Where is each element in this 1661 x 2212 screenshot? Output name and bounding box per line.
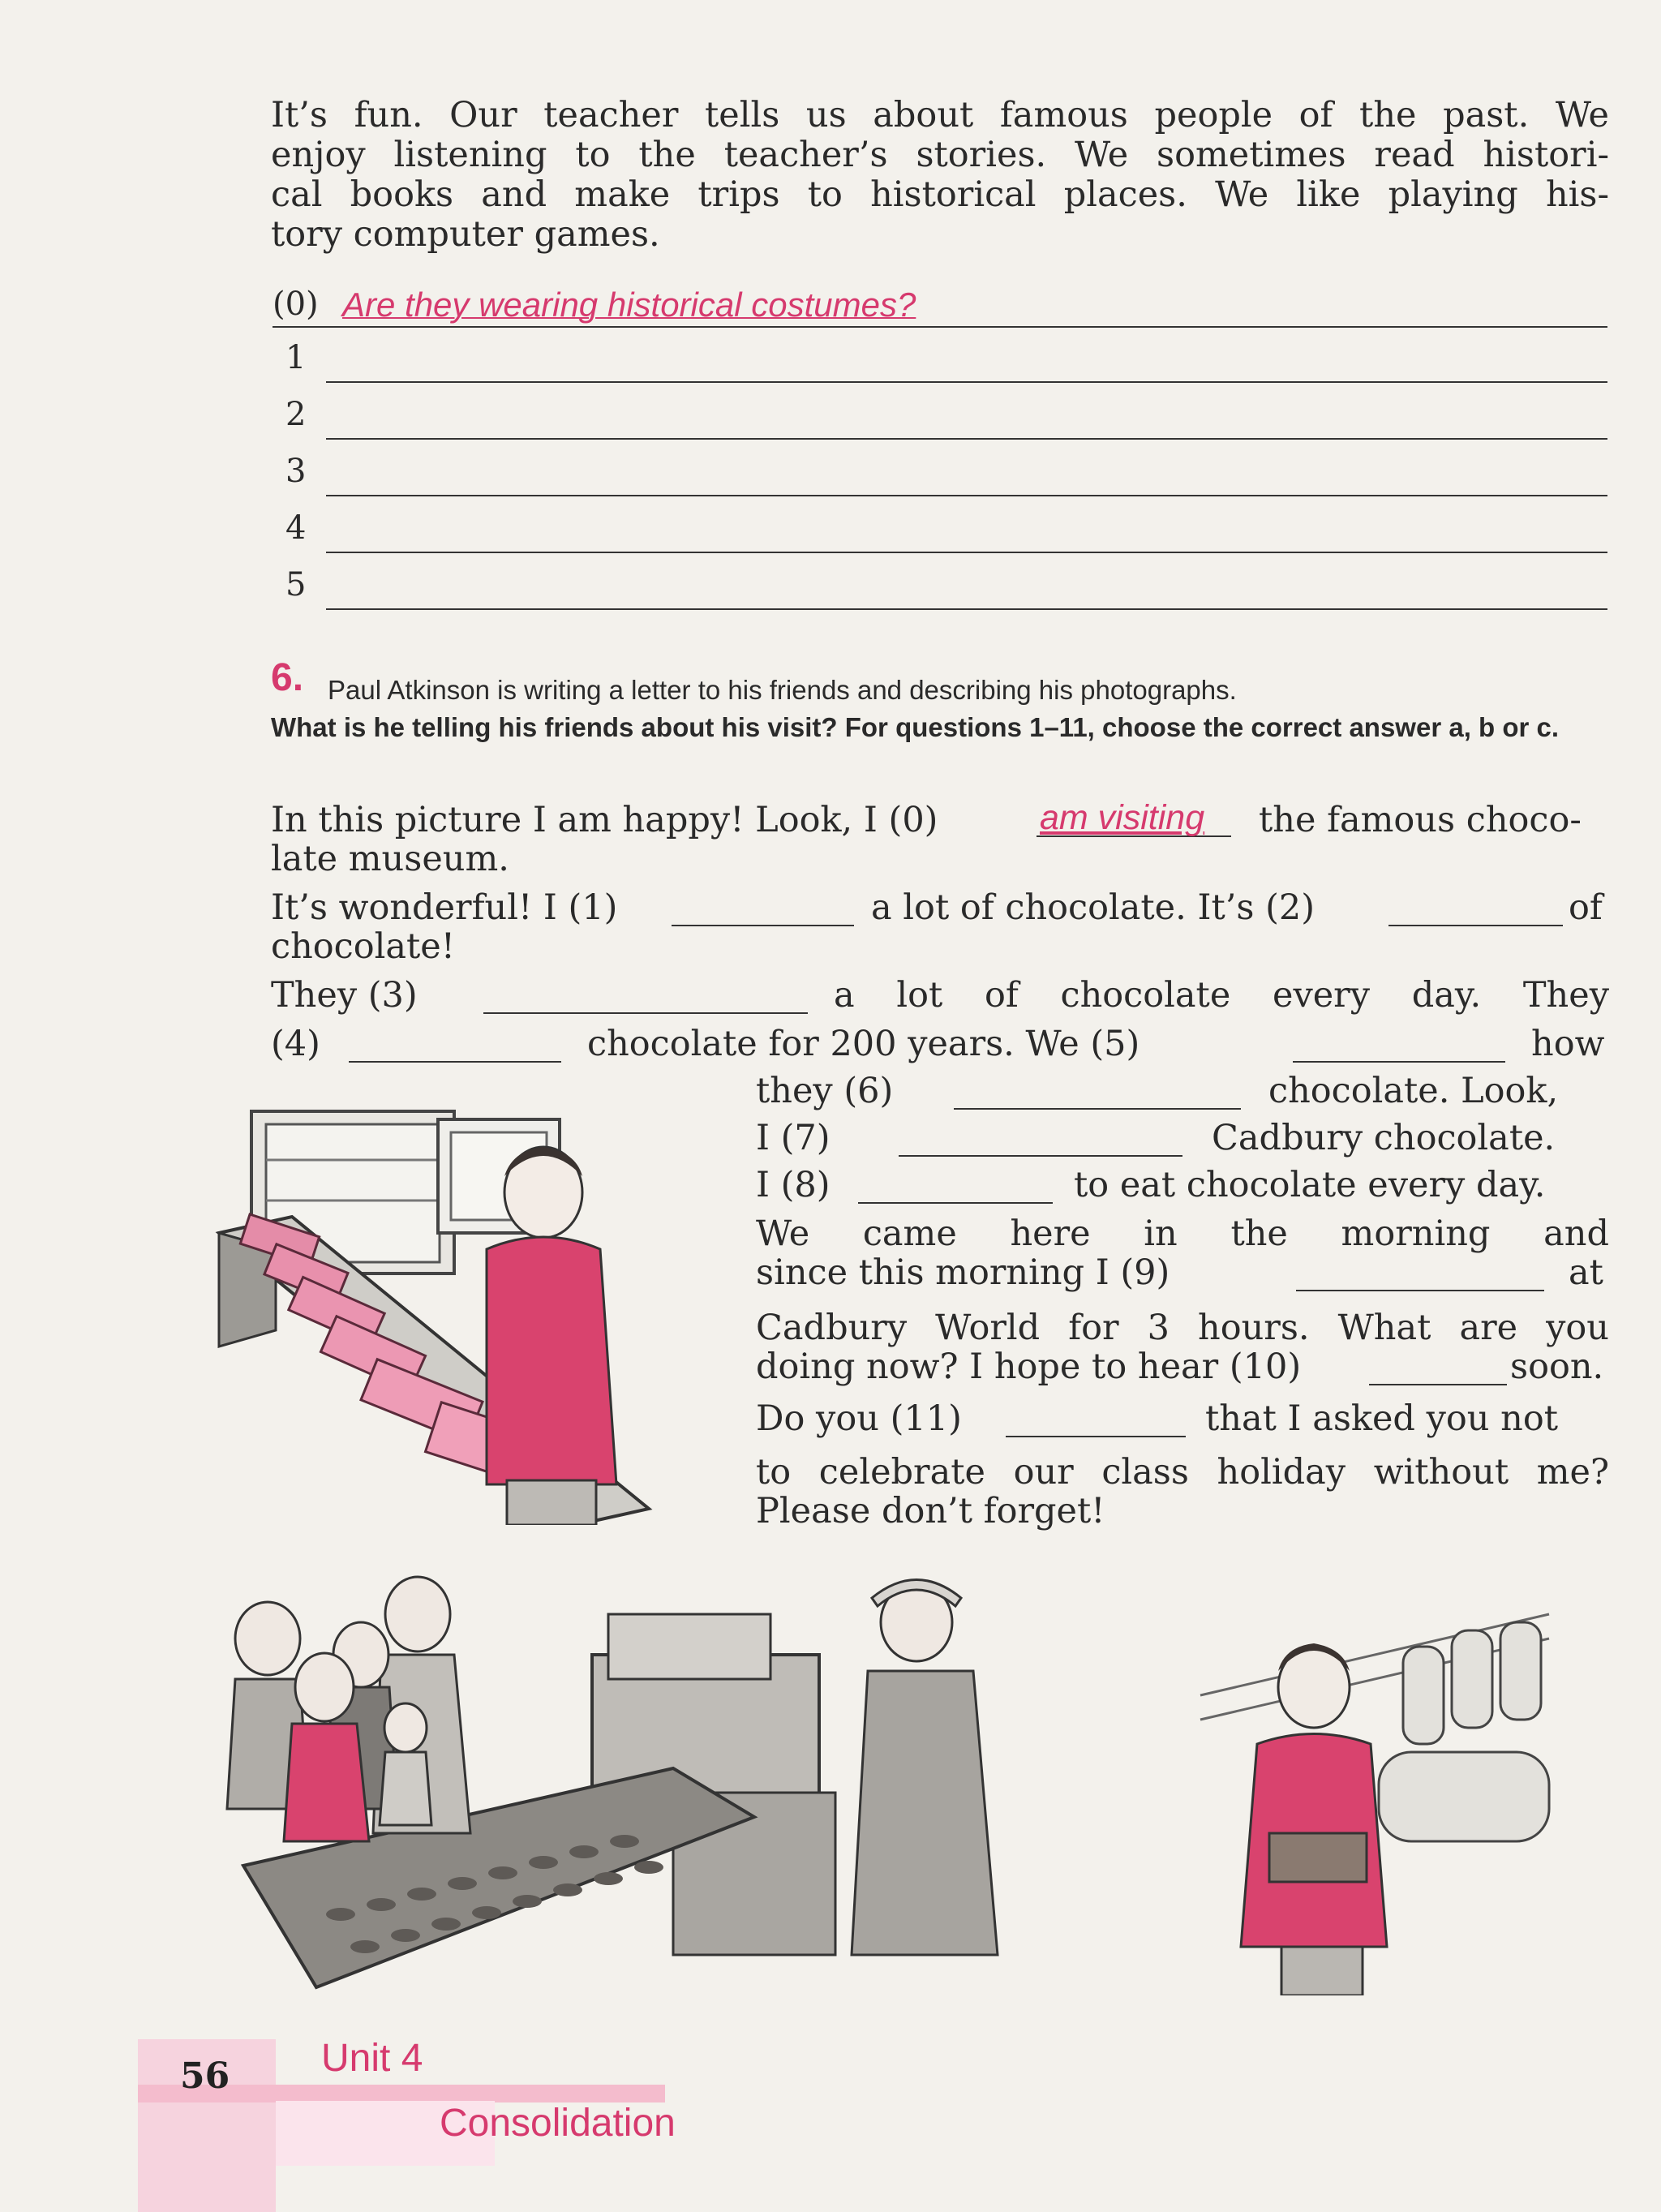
intro-paragraph bbox=[271, 96, 1609, 255]
letter-line: that I asked you not bbox=[1205, 1398, 1559, 1439]
blank-9[interactable] bbox=[1296, 1261, 1544, 1291]
blank-6[interactable] bbox=[954, 1079, 1241, 1110]
letter-line: at bbox=[1569, 1252, 1603, 1293]
page-number: 56 bbox=[180, 2055, 230, 2097]
answer-number: 5 bbox=[285, 566, 307, 603]
letter-line: how bbox=[1531, 1024, 1605, 1064]
blank-7[interactable] bbox=[899, 1126, 1182, 1157]
blank-8[interactable] bbox=[858, 1173, 1053, 1204]
answer-line-4[interactable] bbox=[326, 550, 1607, 553]
letter-line: they (6) bbox=[756, 1071, 894, 1111]
letter-line: Cadbury World for 3 hours. What are you bbox=[756, 1308, 1609, 1348]
example-answer-line bbox=[273, 282, 1607, 328]
answer-line-2[interactable] bbox=[326, 436, 1607, 440]
blank-10[interactable] bbox=[1369, 1355, 1507, 1385]
letter-line: Cadbury chocolate. bbox=[1212, 1118, 1556, 1158]
letter-line: Please don’t forget! bbox=[756, 1491, 1105, 1531]
blank-3[interactable] bbox=[483, 983, 808, 1014]
blank-11[interactable] bbox=[1006, 1407, 1186, 1437]
exercise-question: What is he telling his friends about his visit? For questions 1–11, choose the correct answer a, b or c. bbox=[271, 712, 1560, 742]
letter-line: a lot of chocolate every day. They bbox=[834, 975, 1609, 1016]
letter-line: chocolate for 200 years. We (5) bbox=[587, 1024, 1140, 1064]
letter-line: to celebrate our class holiday without me? bbox=[756, 1452, 1609, 1493]
letter-line: (4) bbox=[271, 1024, 320, 1064]
letter-line: to eat chocolate every day. bbox=[1074, 1165, 1546, 1205]
letter-line: chocolate! bbox=[271, 926, 456, 967]
unit-label: Unit 4 bbox=[321, 2037, 423, 2080]
letter-line: I (8) bbox=[756, 1165, 830, 1205]
conveyor-boy-illustration bbox=[195, 1103, 714, 1525]
answer-number: 1 bbox=[285, 339, 307, 376]
answer-number: 4 bbox=[285, 509, 307, 547]
letter-line: of bbox=[1569, 887, 1603, 928]
exercise-intro: Paul Atkinson is writing a letter to his friends and describing his photographs. bbox=[328, 675, 1237, 705]
letter-line: a lot of chocolate. It’s (2) bbox=[871, 887, 1315, 928]
letter-line: the famous choco- bbox=[1259, 800, 1582, 840]
letter-line: In this picture I am happy! Look, I (0) bbox=[271, 800, 938, 840]
letter-line: Do you (11) bbox=[756, 1398, 962, 1439]
example-answer-text: Are they wearing historical costumes? bbox=[342, 286, 916, 324]
answer-number: 3 bbox=[285, 453, 307, 490]
blank-2[interactable] bbox=[1388, 896, 1563, 926]
letter-line: since this morning I (9) bbox=[756, 1252, 1170, 1293]
example-label: (0) bbox=[273, 286, 319, 323]
letter-line: We came here in the morning and bbox=[756, 1213, 1609, 1254]
letter-line: It’s wonderful! I (1) bbox=[271, 887, 618, 928]
exercise-number: 6. bbox=[271, 656, 304, 699]
example-answer: am visiting bbox=[1040, 798, 1205, 837]
blank-4[interactable] bbox=[349, 1032, 561, 1063]
blank-1[interactable] bbox=[672, 896, 854, 926]
blank-5[interactable] bbox=[1293, 1032, 1505, 1063]
letter-line: soon. bbox=[1510, 1347, 1604, 1387]
paragraph-line: It’s fun. Our teacher tells us about famous people of the past. We bbox=[271, 95, 1609, 135]
letter-line: chocolate. Look, bbox=[1268, 1071, 1559, 1111]
answer-line-5[interactable] bbox=[326, 607, 1607, 610]
answer-number: 2 bbox=[285, 396, 307, 433]
answer-line-3[interactable] bbox=[326, 493, 1607, 496]
answer-line-1[interactable] bbox=[326, 380, 1607, 383]
letter-line: late museum. bbox=[271, 839, 509, 879]
section-label: Consolidation bbox=[440, 2102, 676, 2145]
letter-line: I (7) bbox=[756, 1118, 830, 1158]
example-blank bbox=[1037, 798, 1231, 837]
paragraph-line: tory computer games. bbox=[271, 214, 660, 255]
letter-line: They (3) bbox=[271, 975, 418, 1016]
paragraph-line: enjoy listening to the teacher’s stories. We sometimes read histori- bbox=[271, 135, 1609, 175]
boy-eating-chocolate-illustration bbox=[1192, 1590, 1573, 1995]
paragraph-line: cal books and make trips to historical places. We like playing his- bbox=[271, 174, 1609, 215]
letter-line: doing now? I hope to hear (10) bbox=[756, 1347, 1302, 1387]
factory-family-illustration bbox=[219, 1566, 1071, 2004]
